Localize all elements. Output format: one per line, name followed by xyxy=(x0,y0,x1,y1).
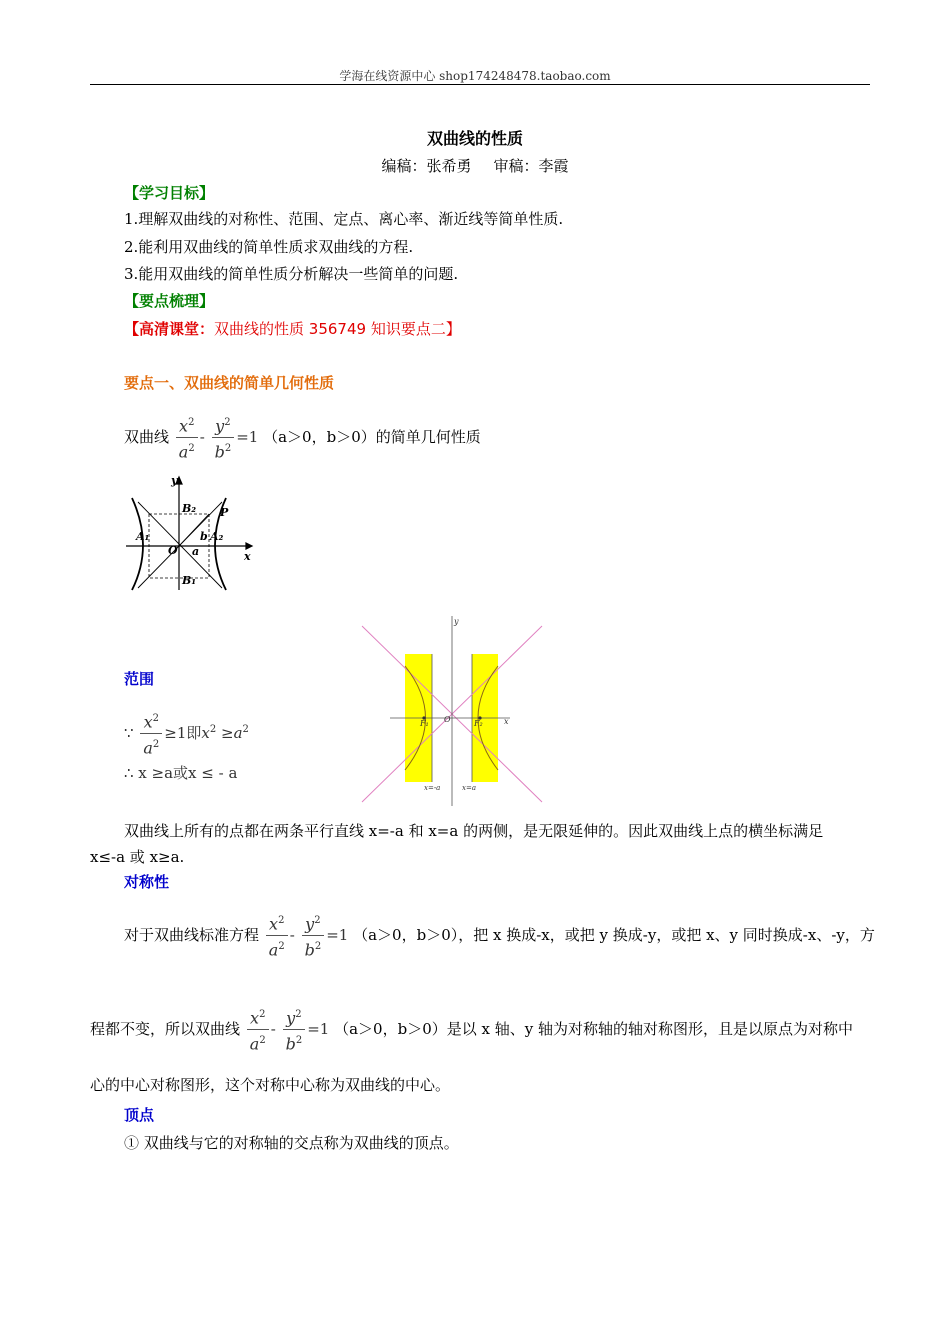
points-heading: 【要点梳理】 xyxy=(124,292,215,310)
b2-label: B₂ xyxy=(182,502,197,515)
a2-label: A₂ xyxy=(210,530,224,543)
a1-label: A₁ xyxy=(136,530,150,543)
origin-label: O xyxy=(444,715,451,724)
hd-class-prefix: 【高清课堂： xyxy=(124,320,215,338)
symmetry-line-1: 对于双曲线标准方程 $\frac{x^2}{a^2}$ - $\frac{y^2}{b^2}$ =1 （a＞0，b＞0），把 x 换成-x，或把 y 换成-y，或把 x、y 同时换成-x、-y，方 xyxy=(124,910,875,962)
b-label: b xyxy=(200,530,208,543)
f1-label: F₁ xyxy=(420,719,429,728)
fraction-y2-b2: $\frac{y^2}{b^2}$ xyxy=(212,412,235,464)
editors xyxy=(0,155,950,176)
goal-item: 2.能利用双曲线的简单性质求双曲线的方程. xyxy=(124,238,414,256)
x-label: x xyxy=(244,550,251,563)
hd-class-text: 双曲线的性质 356749 知识要点二】 xyxy=(214,320,461,338)
vertex-heading: 顶点 xyxy=(124,1106,155,1124)
f2-label: F₂ xyxy=(474,719,483,728)
fraction-y2-b2: $\frac{y^2}{b^2}$ xyxy=(283,1004,306,1056)
fraction-x2-a2: $\frac{x^2}{a^2}$ xyxy=(266,910,288,962)
page-header: 学海在线资源中心 shop174248478.taobao.com xyxy=(339,69,611,83)
range-heading: 范围 xyxy=(124,670,155,688)
fraction-x2-a2: $\frac{x^2}{a^2}$ xyxy=(176,412,198,464)
because-symbol: ∵ xyxy=(124,723,134,742)
right-line-label: x=a xyxy=(462,784,476,792)
hd-class-link[interactable] xyxy=(124,318,461,339)
range-line-1 xyxy=(124,708,249,760)
x-axis-arrow xyxy=(246,543,252,549)
symmetry-line-3: 心的中心对称图形，这个对称中心称为双曲线的中心。 xyxy=(90,1076,451,1094)
symmetry-line-1-suffix: （a＞0，b＞0），把 x 换成-x，或把 y 换成-y，或把 x、y 同时换成-x、-y，方 xyxy=(353,925,875,944)
symmetry-line-2-prefix: 程都不变，所以双曲线 xyxy=(90,1019,241,1038)
origin-label: O xyxy=(168,544,178,557)
fraction-x2-a2: $\frac{x^2}{a^2}$ xyxy=(140,708,162,760)
range-inequality: ≥1即 xyxy=(164,723,202,742)
x-label: x xyxy=(504,717,509,726)
goals-heading: 【学习目标】 xyxy=(124,184,215,202)
page-title: 双曲线的性质 xyxy=(426,129,523,148)
goal-item: 3.能用双曲线的简单性质分析解决一些简单的问题. xyxy=(124,265,459,283)
left-line-label: x=-a xyxy=(424,784,441,792)
fraction-x2-a2: $\frac{x^2}{a^2}$ xyxy=(247,1004,269,1056)
fraction-y2-b2: $\frac{y^2}{b^2}$ xyxy=(302,910,325,962)
symmetry-line-1-prefix: 对于双曲线标准方程 xyxy=(124,925,260,944)
hyperbola-sketch xyxy=(124,472,264,594)
symmetry-heading: 对称性 xyxy=(124,873,170,891)
symmetry-line-2-suffix: （a＞0，b＞0）是以 x 轴、y 轴为对称轴的轴对称图形，且是以原点为对称中 xyxy=(334,1019,853,1038)
b1-label: B₁ xyxy=(182,574,197,587)
compile-editor: 编稿：张希勇 xyxy=(381,157,472,175)
point1-heading: 要点一、双曲线的简单几何性质 xyxy=(124,374,335,392)
review-editor: 审稿：李霞 xyxy=(493,157,569,175)
range-explain-1: 双曲线上所有的点都在两条平行直线 x=-a 和 x=a 的两侧，是无限延伸的。因此双曲线上点的横坐标满足 xyxy=(124,822,824,840)
intro-prefix: 双曲线 xyxy=(124,427,170,446)
header-rule xyxy=(90,84,870,85)
p-label: P xyxy=(220,506,229,519)
y-label: y xyxy=(454,617,459,626)
y-label: y xyxy=(171,474,178,487)
range-explain-2: x≤-a 或 x≥a. xyxy=(90,848,185,866)
left-branch xyxy=(132,498,143,590)
range-diagram xyxy=(360,612,550,806)
range-line-2: ∴ x ≥a或x ≤ - a xyxy=(124,764,238,782)
point1-intro: 双曲线 $\frac{x^2}{a^2}$ - $\frac{y^2}{b^2}$ =1 （a＞0，b＞0）的简单几何性质 xyxy=(124,412,481,464)
symmetry-line-2: 程都不变，所以双曲线 $\frac{x^2}{a^2}$ - $\frac{y^2}{b^2}$ =1 （a＞0，b＞0）是以 x 轴、y 轴为对称轴的轴对称图形，且是以原点为对称中 xyxy=(90,1004,853,1056)
goal-item: 1.理解双曲线的对称性、范围、定点、离心率、渐近线等简单性质. xyxy=(124,210,564,228)
range-inequality-2: $x^2 \ge a^2$ xyxy=(201,723,249,742)
a-label: a xyxy=(192,545,200,558)
intro-suffix: （a＞0，b＞0）的简单几何性质 xyxy=(263,427,481,446)
vertex-line-1: ① 双曲线与它的对称轴的交点称为双曲线的顶点。 xyxy=(124,1134,459,1152)
